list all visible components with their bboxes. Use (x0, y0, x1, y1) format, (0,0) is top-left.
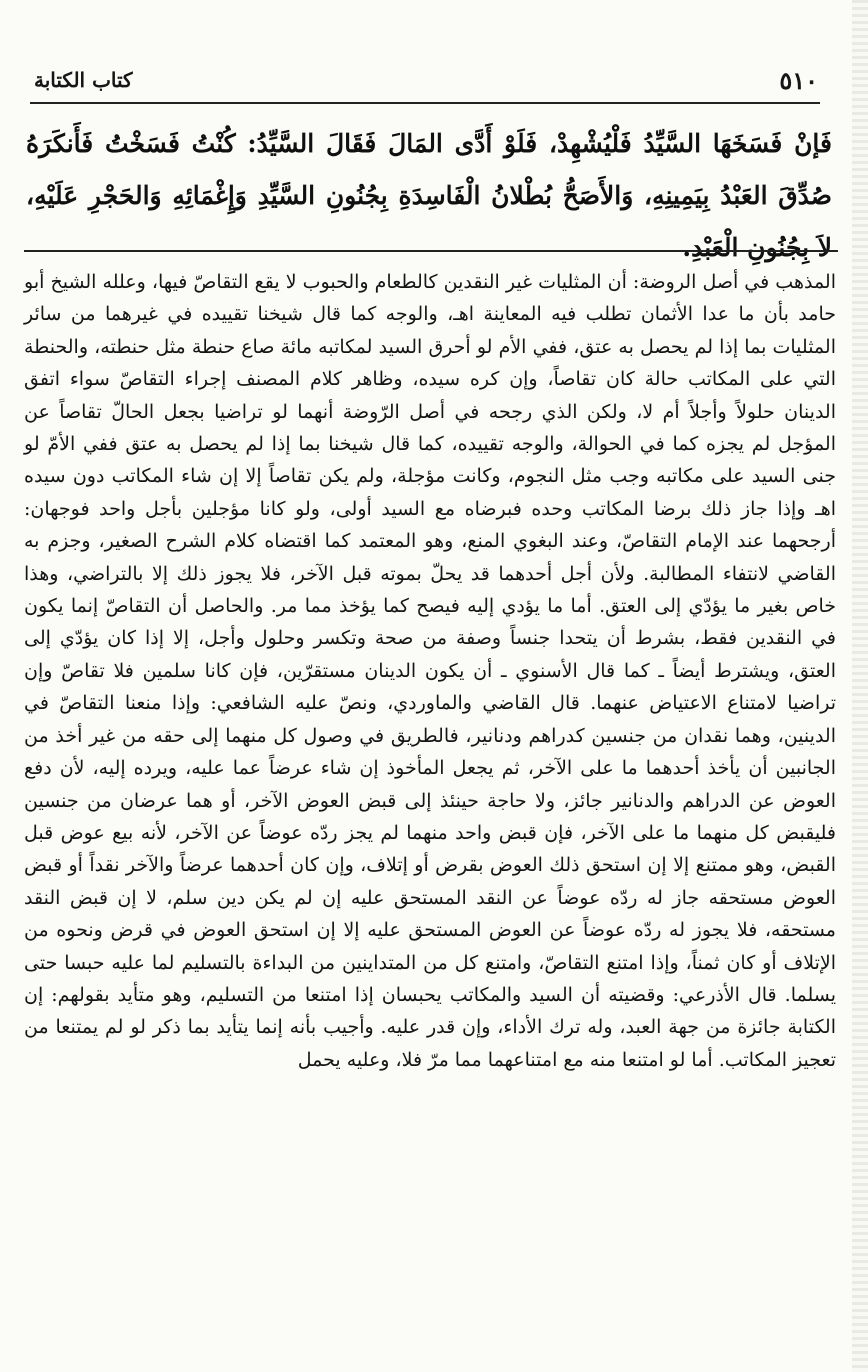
page-number: ٥١٠ (779, 66, 818, 95)
commentary-paragraph: المذهب في أصل الروضة: أن المثليات غير النقدين كالطعام والحبوب لا يقع التقاصّ فيها، وعلله الشيخ أبو حامد بأن ما عدا الأثمان تطلب فيه المعاينة اهـ، والوجه كما قال شيخنا تقييده في غيرهما من سائر المثليات بما إذا لم يحصل به عتق، ففي الأم لو أحرق السيد لمكاتبه مائة صاع حنطة مثل حنطته، والحنطة التي على المكاتب حالة كان تقاصاً، وإن كره سيده، وظاهر كلام المصنف إجراء التقاصّ سواء اتفق الدينان حلولاً وأجلاً أم لا، ولكن الذي رجحه في أصل الرّوضة أنهما لو تراضيا بجعل الحالّ تقاصاً عن المؤجل لم يجزه كما في الحوالة، والوجه تقييده، كما قال شيخنا بما إذا لم يحصل به عتق ففي الأمّ لو جنى السيد على مكاتبه وجب مثل النجوم، وكانت مؤجلة، ولم يكن تقاصاً إلا إن شاء المكاتب دون سيده اهـ وإذا جاز ذلك برضا المكاتب وحده فبرضاه مع السيد أولى، ولو كانا مؤجلين بأجل واحد فوجهان: أرجحهما عند الإمام التقاصّ، وعند البغوي المنع، وهو المعتمد كما اقتضاه كلام الشرح الصغير، وجزم به القاضي لانتفاء المطالبة. ولأن أجل أحدهما قد يحلّ بموته قبل الآخر، فلا يجوز ذلك إلا بالتراضي، وهذا خاص بغير ما يؤدّي إلى العتق. أما ما يؤدي إليه فيصح كما يؤخذ مما مر. والحاصل أن التقاصّ إنما يكون في النقدين فقط، بشرط أن يتحدا جنساً وصفة من صحة وتكسر وحلول وأجل، إلا إذا كان يؤدّي إلى العتق، ويشترط أيضاً ـ كما قال الأسنوي ـ أن يكون الدينان مستقرّين، فإن كانا سلمين فلا تقاصّ وإن تراضيا لامتناع الاعتياض عنهما. قال القاضي والماوردي، ونصّ عليه الشافعي: وإذا منعنا التقاصّ في الدينين، وهما نقدان من جنسين كدراهم ودنانير، فالطريق في وصول كل منهما إلى حقه من غير أخذ من الجانبين أن يأخذ أحدهما ما على الآخر، ثم يجعل المأخوذ إن شاء عرضاً عما عليه، ويرده إليه، لأن دفع العوض عن الدراهم والدنانير جائز، ولا حاجة حينئذ إلى قبض العوض الآخر، أو هما عرضان من جنسين فليقبض كل منهما ما على الآخر، فإن قبض واحد منهما لم يجز ردّه عوضاً عن الآخر، لأنه بيع عوض قبل القبض، وهو ممتنع إلا إن استحق ذلك العوض بقرض أو إتلاف، وإن كان أحدهما عرضاً والآخر نقداً أو قبض العوض مستحقه جاز له ردّه عوضاً عن النقد المستحق عليه إن لم يكن دين سلم، لا إن قبض النقد مستحقه، فلا يجوز له ردّه عوضاً عن العوض المستحق عليه إلا إن استحق العوض في قرض ونحوه من الإتلاف أو كان ثمناً، وإذا امتنع التقاصّ، وامتنع كل من المتداينين من البداءة بالتسليم لما عليه حبسا حتى يسلما. قال الأذرعي: وقضيته أن السيد والمكاتب يحبسان إذا امتنعا من التسليم، وهو متأيد بقولهم: إن الكتابة جائزة من جهة العبد، وله ترك الأداء، وإن قدر عليه. وأجيب بأنه إنما يتأيد بما ذكر لو لم يمتنعا من تعجيز المكاتب. أما لو امتنعا منه مع امتناعهما مما مرّ فلا، وعليه يحمل (24, 271, 836, 1071)
main-text: فَإنْ فَسَخَهَا السَّيِّدُ فَلْيُشْهِدْ، فَلَوْ أَدَّى المَالَ فَقَالَ السَّيِّدُ: كُنْتُ فَسَخْتُ فَأَنكَرَهُ صُدِّقَ العَبْدُ بِيَمِينِهِ، وَالأَصَحُّ بُطْلانُ الْفَاسِدَةِ بِجُنُونِ السَّيِّدِ وَإِغْمَائِهِ وَالحَجْرِ عَلَيْهِ، لاَ بِجُنُونِ الْعَبْدِ. (26, 129, 832, 262)
page-edge (852, 0, 868, 1372)
commentary-text (24, 266, 836, 1076)
text-divider (24, 250, 838, 252)
running-title: كتاب الكتابة (34, 68, 133, 92)
page-header (30, 62, 820, 104)
